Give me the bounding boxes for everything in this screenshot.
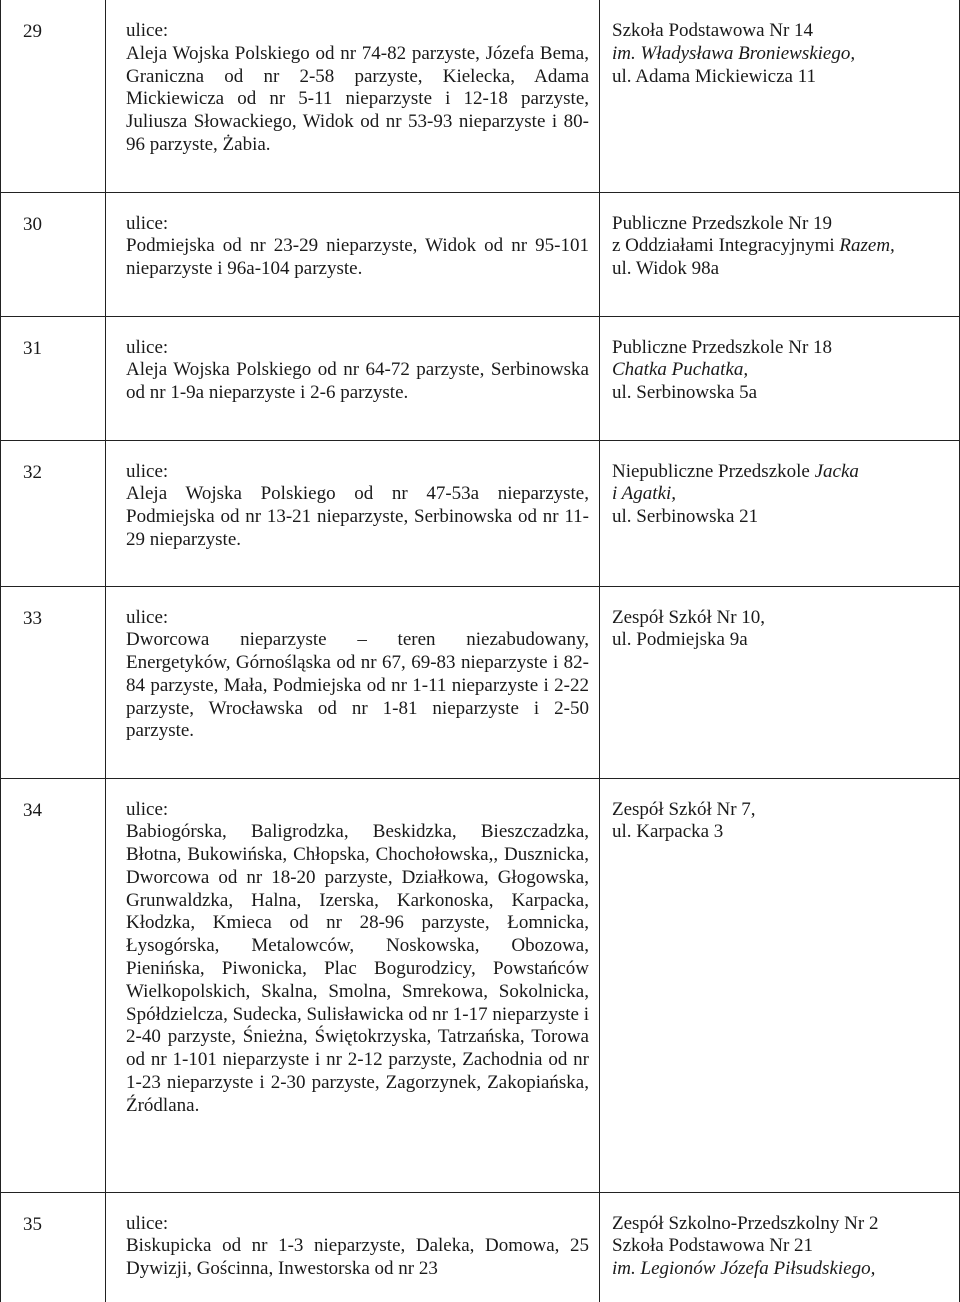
school-patron: i Agatki, xyxy=(612,483,677,505)
streets-label: ulice: xyxy=(126,1212,169,1234)
streets-list: Podmiejska od nr 23-29 nieparzyste, Widok od nr 95-101 nieparzyste i 96a-104 parzyste. xyxy=(126,235,589,280)
streets-label: ulice: xyxy=(126,798,169,820)
school-subtitle-italic: Razem, xyxy=(839,235,895,257)
streets-label: ulice: xyxy=(126,212,169,234)
streets-list: Babiogórska, Baligrodzka, Beskidzka, Bieszczadzka, Błotna, Bukowińska, Chłopska, Chochołowska,, Dusznicka, Dworcowa od nr 18-20 parzyste, Działkowa, Głogowska, Grunwaldzka, Halna, Izerska, Karkonoska, Karpacka, Kłodzka, Kmieca od nr 28-96 parzyste, Łomnicka, Łysogórska, Metalowców, Noskowska, Obozowa, Pienińska, Piwonicka, Plac Bogurodzicy, Powstańców Wielkopolskich, Skalna, Smolna, Smrekowa, Sokolnicka, Spółdzielcza, Sudecka, Sulisławicka od nr 1-17 nieparzyste i 2-40 parzyste, Śnieżna, Świętokrzyska, Tatrzańska, Torowa od nr 1-101 nieparzyste i nr 2-12 parzyste, Zachodnia od nr 1-23 nieparzyste i 2-30 parzyste, Zagorzynek, Zakopiańska, Źródlana. xyxy=(126,821,589,1116)
school-address: ul. Adama Mickiewicza 11 xyxy=(612,65,817,87)
school-cell xyxy=(600,192,960,316)
streets-cell xyxy=(106,0,600,192)
streets-list: Biskupicka od nr 1-3 nieparzyste, Daleka, Domowa, 25 Dywizji, Gościnna, Inwestorska od nr 23 xyxy=(126,1235,589,1280)
school-subname: Szkoła Podstawowa Nr 21 xyxy=(612,1235,814,1257)
school-name: Publiczne Przedszkole Nr 19 xyxy=(612,212,833,234)
streets-list: Aleja Wojska Polskiego od nr 47-53a nieparzyste, Podmiejska od nr 13-21 nieparzyste, Serbinowska od nr 11-29 nieparzyste. xyxy=(126,483,589,550)
streets-cell xyxy=(106,586,600,778)
school-name-text: Niepubliczne Przedszkole xyxy=(612,460,815,482)
school-name-italic: Jacka xyxy=(814,460,859,482)
school-name: Zespół Szkół Nr 10, xyxy=(612,606,766,628)
school-patron: im. Władysława Broniewskiego, xyxy=(612,42,856,64)
streets-label: ulice: xyxy=(126,336,169,358)
school-cell xyxy=(600,316,960,440)
school-address: ul. Serbinowska 5a xyxy=(612,382,758,404)
table-row xyxy=(1,778,960,1192)
row-number: 35 xyxy=(1,1192,106,1302)
streets-label: ulice: xyxy=(126,460,169,482)
school-patron: im. Legionów Józefa Piłsudskiego, xyxy=(612,1258,876,1280)
school-cell xyxy=(600,586,960,778)
school-name: Zespół Szkół Nr 7, xyxy=(612,798,756,820)
school-address: ul. Karpacka 3 xyxy=(612,821,724,843)
school-name: Szkoła Podstawowa Nr 14 xyxy=(612,20,814,41)
streets-list: Aleja Wojska Polskiego od nr 74-82 parzyste, Józefa Bema, Graniczna od nr 2-58 parzyste, Kielecka, Adama Mickiewicza od nr 5-11 nieparzyste i 12-18 parzyste, Juliusza Słowackiego, Widok od nr 53-93 nieparzyste i 80-96 parzyste, Żabia. xyxy=(126,42,589,155)
school-address: ul. Serbinowska 21 xyxy=(612,506,759,528)
streets-list: Dworcowa nieparzyste – teren niezabudowany, Energetyków, Górnośląska od nr 67, 69-83 nieparzyste i 82-84 parzyste, Mała, Podmiejska od nr 1-11 nieparzyste i 2-22 parzyste, Wrocławska od nr 1-81 nieparzyste i 2-50 parzyste. xyxy=(126,629,589,742)
school-name: Zespół Szkolno-Przedszkolny Nr 2 xyxy=(612,1212,879,1234)
school-cell xyxy=(600,0,960,192)
table-row xyxy=(1,440,960,586)
row-number: 29 xyxy=(1,0,106,192)
row-number: 33 xyxy=(1,586,106,778)
row-number: 32 xyxy=(1,440,106,586)
school-cell xyxy=(600,778,960,1192)
streets-cell xyxy=(106,1192,600,1302)
streets-cell xyxy=(106,316,600,440)
school-subtitle xyxy=(612,235,951,258)
table-row xyxy=(1,586,960,778)
row-number: 30 xyxy=(1,192,106,316)
school-patron: Chatka Puchatka, xyxy=(612,359,749,381)
table-row xyxy=(1,192,960,316)
table-row xyxy=(1,316,960,440)
streets-cell xyxy=(106,440,600,586)
school-address: ul. Podmiejska 9a xyxy=(612,629,748,651)
streets-label: ulice: xyxy=(126,20,169,41)
row-number: 34 xyxy=(1,778,106,1192)
streets-list: Aleja Wojska Polskiego od nr 64-72 parzyste, Serbinowska od nr 1-9a nieparzyste i 2-6 parzyste. xyxy=(126,359,589,404)
row-number: 31 xyxy=(1,316,106,440)
school-name: Publiczne Przedszkole Nr 18 xyxy=(612,336,833,358)
school-name xyxy=(612,461,951,484)
streets-cell xyxy=(106,778,600,1192)
streets-label: ulice: xyxy=(126,606,169,628)
streets-cell xyxy=(106,192,600,316)
school-subtitle-text: z Oddziałami Integracyjnymi xyxy=(612,235,840,257)
table-row xyxy=(1,1192,960,1302)
school-address: ul. Widok 98a xyxy=(612,258,720,280)
table-row xyxy=(1,0,960,192)
school-cell xyxy=(600,440,960,586)
school-cell xyxy=(600,1192,960,1302)
